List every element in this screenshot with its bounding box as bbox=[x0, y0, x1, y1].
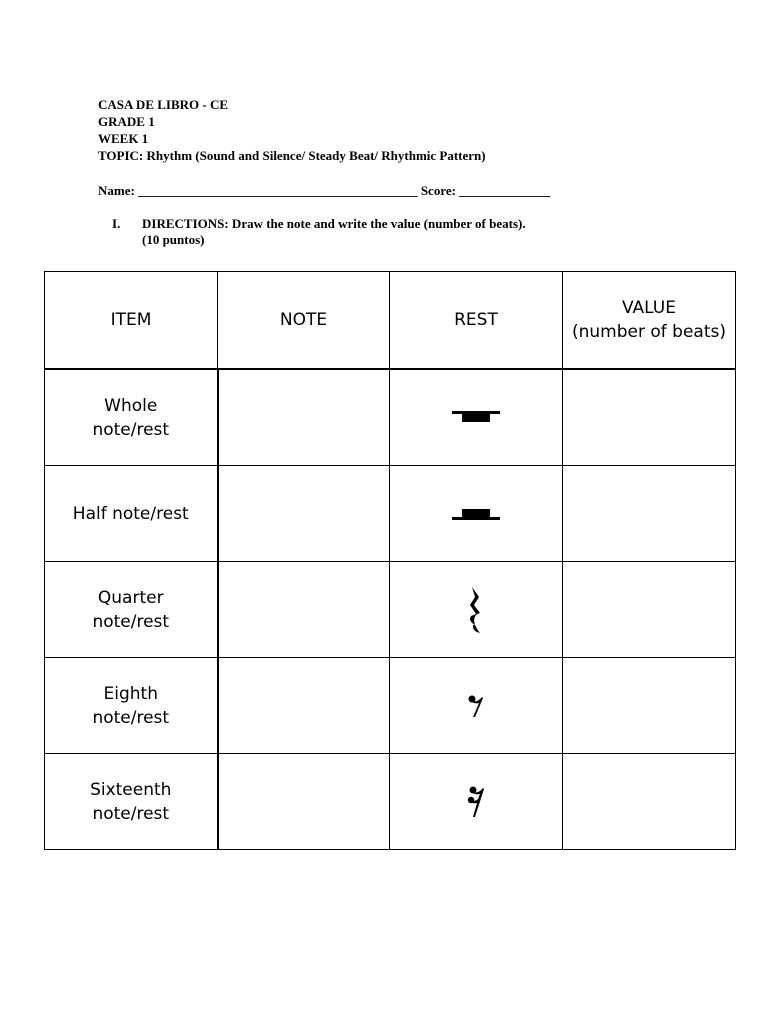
eighth-rest-icon bbox=[467, 693, 485, 719]
item-label: Quarter note/rest bbox=[92, 587, 170, 632]
week-label: WEEK 1 bbox=[98, 131, 149, 146]
item-cell bbox=[45, 369, 218, 466]
note-cell[interactable] bbox=[218, 562, 390, 658]
table-row bbox=[45, 369, 736, 466]
item-cell bbox=[45, 754, 218, 850]
table-header-row bbox=[45, 272, 736, 370]
sixteenth-rest-icon bbox=[466, 785, 486, 819]
grade-label: GRADE 1 bbox=[98, 114, 155, 129]
header-rest: REST bbox=[390, 272, 563, 370]
directions-line-2: (10 puntos) bbox=[142, 232, 205, 247]
rest-cell bbox=[390, 562, 563, 658]
note-cell[interactable] bbox=[218, 369, 390, 466]
note-cell[interactable] bbox=[218, 658, 390, 754]
item-cell bbox=[45, 658, 218, 754]
item-label: Half note/rest bbox=[72, 503, 189, 524]
note-cell[interactable] bbox=[218, 466, 390, 562]
item-cell bbox=[45, 562, 218, 658]
directions-line-1: DIRECTIONS: Draw the note and write the value (number of beats). bbox=[142, 216, 526, 231]
table-row bbox=[45, 562, 736, 658]
item-label: Eighth note/rest bbox=[92, 683, 170, 728]
rest-cell bbox=[390, 466, 563, 562]
value-cell[interactable] bbox=[563, 562, 736, 658]
header-value-title: VALUE bbox=[622, 298, 676, 318]
rest-cell bbox=[390, 754, 563, 850]
header-value bbox=[563, 272, 736, 370]
section-number: I. bbox=[112, 216, 121, 231]
worksheet-header bbox=[98, 96, 486, 164]
school-name: CASA DE LIBRO - CE bbox=[98, 97, 229, 112]
header-value-sub: (number of beats) bbox=[572, 322, 726, 342]
rest-cell bbox=[390, 369, 563, 466]
header-item: ITEM bbox=[45, 272, 218, 370]
value-cell[interactable] bbox=[563, 466, 736, 562]
half-rest-icon bbox=[451, 506, 501, 522]
name-score-line[interactable]: Name: ___________________________________________ Score: ______________ bbox=[98, 183, 551, 198]
directions-text bbox=[142, 216, 526, 248]
item-label: Whole note/rest bbox=[92, 395, 170, 440]
topic-label: TOPIC: Rhythm (Sound and Silence/ Steady Beat/ Rhythmic Pattern) bbox=[98, 148, 486, 163]
table-row bbox=[45, 658, 736, 754]
rest-cell bbox=[390, 658, 563, 754]
rhythm-table bbox=[44, 271, 736, 850]
table-row bbox=[45, 466, 736, 562]
quarter-rest-icon bbox=[466, 585, 486, 635]
item-cell bbox=[45, 466, 218, 562]
item-label: Sixteenth note/rest bbox=[90, 779, 172, 824]
whole-rest-icon bbox=[451, 410, 501, 426]
value-cell[interactable] bbox=[563, 658, 736, 754]
header-note: NOTE bbox=[218, 272, 390, 370]
value-cell[interactable] bbox=[563, 754, 736, 850]
table-row bbox=[45, 754, 736, 850]
value-cell[interactable] bbox=[563, 369, 736, 466]
note-cell[interactable] bbox=[218, 754, 390, 850]
